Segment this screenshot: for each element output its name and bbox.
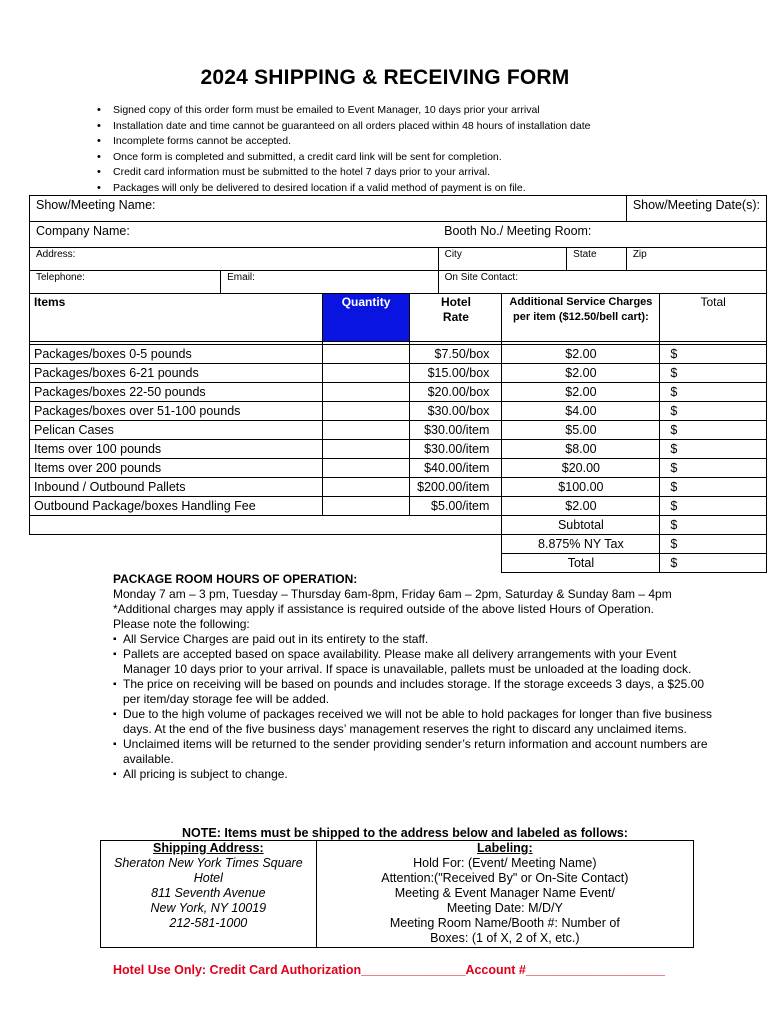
additional-charges-header: Additional Service Charges per item ($12.50/bell cart): [502, 294, 660, 342]
service-charge: $8.00 [502, 440, 660, 459]
hours-heading: PACKAGE ROOM HOURS OF OPERATION: [113, 572, 358, 586]
item-name: Pelican Cases [30, 421, 323, 440]
city-state-zip: New York, NY 10019 [150, 901, 267, 915]
service-charge: $2.00 [502, 383, 660, 402]
policy-item: ▪ The price on receiving will be based on pounds and includes storage. If the storage exceeds 3 days, a $25.00 per item/day storage fee will be added. [113, 677, 713, 707]
hotel-rate: $5.00/item [410, 497, 502, 516]
row-total[interactable]: $ [660, 478, 767, 497]
onsite-contact-field[interactable]: On Site Contact: [438, 271, 766, 294]
hotel-rate: $15.00/box [410, 364, 502, 383]
quantity-input[interactable] [322, 421, 410, 440]
service-charge: $100.00 [502, 478, 660, 497]
quantity-input[interactable] [322, 478, 410, 497]
policy-list [113, 632, 713, 782]
item-name: Items over 200 pounds [30, 459, 323, 478]
table-row [30, 364, 767, 383]
grand-total-row [30, 554, 767, 573]
city-field[interactable]: City [438, 248, 567, 271]
table-row [30, 383, 767, 402]
hotel-phone: 212-581-1000 [169, 916, 248, 930]
subtotal-row [30, 516, 767, 535]
service-charge: $4.00 [502, 402, 660, 421]
table-row [30, 402, 767, 421]
shipping-address-cell [101, 841, 317, 948]
table-row [30, 421, 767, 440]
quantity-input[interactable] [322, 497, 410, 516]
hours-schedule: Monday 7 am – 3 pm, Tuesday – Thursday 6am-8pm, Friday 6am – 2pm, Saturday & Sunday 8am – 4pm [113, 587, 672, 601]
shipping-label-table [100, 840, 694, 948]
pricing-table [29, 293, 767, 573]
show-dates-field[interactable]: Show/Meeting Date(s): [626, 196, 766, 222]
instruction-item: • Signed copy of this order form must be emailed to Event Manager, 10 days prior your arrival [95, 103, 590, 119]
row-total[interactable]: $ [660, 421, 767, 440]
instruction-item: • Installation date and time cannot be guaranteed on all orders placed within 48 hours of installation date [95, 119, 590, 135]
hotel-rate-header: Hotel Rate [410, 294, 502, 342]
company-name-field[interactable]: Company Name: [30, 222, 439, 248]
instruction-item: • Credit card information must be submitted to the hotel 7 days prior to your arrival. [95, 165, 590, 181]
labeling-line: Attention:("Received By" or On-Site Contact) [381, 871, 629, 885]
item-name: Outbound Package/boxes Handling Fee [30, 497, 323, 516]
hotel-rate: $7.50/box [410, 345, 502, 364]
item-name: Packages/boxes over 51-100 pounds [30, 402, 323, 421]
instructions-list [95, 103, 590, 196]
contact-info-table [29, 195, 767, 294]
hotel-name: Sheraton New York Times Square [114, 856, 303, 870]
labeling-cell [316, 841, 693, 948]
hotel-rate: $200.00/item [410, 478, 502, 497]
item-name: Packages/boxes 6-21 pounds [30, 364, 323, 383]
table-row [30, 440, 767, 459]
table-row [30, 459, 767, 478]
subtotal-value[interactable]: $ [660, 516, 767, 535]
hotel-name-cont: Hotel [193, 871, 223, 885]
email-field[interactable]: Email: [221, 271, 438, 294]
hotel-rate: $30.00/item [410, 440, 502, 459]
item-name: Inbound / Outbound Pallets [30, 478, 323, 497]
hotel-rate: $20.00/box [410, 383, 502, 402]
grand-total-label: Total [502, 554, 660, 573]
subtotal-label: Subtotal [502, 516, 660, 535]
row-total[interactable]: $ [660, 440, 767, 459]
shipping-address-heading: Shipping Address: [153, 841, 264, 855]
row-total[interactable]: $ [660, 497, 767, 516]
hotel-use-credit-card-line[interactable]: Hotel Use Only: Credit Card Authorization_______________Account #____________________ [113, 963, 665, 977]
labeling-line: Boxes: (1 of X, 2 of X, etc.) [430, 931, 580, 945]
quantity-input[interactable] [322, 402, 410, 421]
policy-item: ▪ All Service Charges are paid out in its entirety to the staff. [113, 632, 713, 647]
instruction-item: • Packages will only be delivered to desired location if a valid method of payment is on file. [95, 181, 590, 197]
table-row [30, 345, 767, 364]
hotel-rate: $30.00/item [410, 421, 502, 440]
policy-item: ▪ Pallets are accepted based on space availability. Please make all delivery arrangements with your Event Manager 10 days prior to your arrival. If space is unavailable, pallets must be unloaded at the loading dock. [113, 647, 713, 677]
quantity-input[interactable] [322, 440, 410, 459]
labeling-line: Meeting & Event Manager Name Event/ [394, 886, 615, 900]
service-charge: $2.00 [502, 497, 660, 516]
labeling-heading: Labeling: [477, 841, 533, 855]
row-total[interactable]: $ [660, 345, 767, 364]
service-charge: $5.00 [502, 421, 660, 440]
row-total[interactable]: $ [660, 402, 767, 421]
tax-row [30, 535, 767, 554]
instruction-item: • Incomplete forms cannot be accepted. [95, 134, 590, 150]
table-row [30, 497, 767, 516]
items-header: Items [30, 294, 323, 342]
grand-total-value[interactable]: $ [660, 554, 767, 573]
quantity-header: Quantity [322, 294, 410, 342]
quantity-input[interactable] [322, 364, 410, 383]
item-name: Items over 100 pounds [30, 440, 323, 459]
service-charge: $2.00 [502, 364, 660, 383]
state-field[interactable]: State [567, 248, 627, 271]
total-header: Total [660, 294, 767, 342]
street-address: 811 Seventh Avenue [151, 886, 266, 900]
hotel-rate: $40.00/item [410, 459, 502, 478]
quantity-input[interactable] [322, 345, 410, 364]
labeling-line: Hold For: (Event/ Meeting Name) [413, 856, 597, 870]
tax-value[interactable]: $ [660, 535, 767, 554]
form-title: 2024 SHIPPING & RECEIVING FORM [200, 66, 570, 89]
table-row [30, 478, 767, 497]
item-name: Packages/boxes 0-5 pounds [30, 345, 323, 364]
booth-field[interactable]: Booth No./ Meeting Room: [438, 222, 766, 248]
address-field[interactable]: Address: [30, 248, 439, 271]
policy-item: ▪ Due to the high volume of packages received we will not be able to hold packages for longer than five business days. At the end of the five business days’ management reserves the right to discard any unclaimed items. [113, 707, 713, 737]
hotel-rate: $30.00/box [410, 402, 502, 421]
service-charge: $2.00 [502, 345, 660, 364]
table-header-row [30, 294, 767, 342]
quantity-input[interactable] [322, 459, 410, 478]
item-name: Packages/boxes 22-50 pounds [30, 383, 323, 402]
please-note: Please note the following: [113, 617, 250, 631]
policy-item: ▪ All pricing is subject to change. [113, 767, 713, 782]
telephone-field[interactable]: Telephone: [30, 271, 221, 294]
shipping-note: NOTE: Items must be shipped to the address below and labeled as follows: [182, 826, 628, 840]
service-charge: $20.00 [502, 459, 660, 478]
row-total[interactable]: $ [660, 459, 767, 478]
instruction-item: • Once form is completed and submitted, a credit card link will be sent for completion. [95, 150, 590, 166]
labeling-line: Meeting Date: M/D/Y [446, 901, 563, 915]
labeling-line: Meeting Room Name/Booth #: Number of [389, 916, 620, 930]
policy-item: ▪ Unclaimed items will be returned to the sender providing sender’s return information and account numbers are available. [113, 737, 713, 767]
package-room-hours [113, 572, 713, 782]
row-total[interactable]: $ [660, 383, 767, 402]
tax-label: 8.875% NY Tax [502, 535, 660, 554]
subtotal-blank [30, 516, 502, 535]
show-name-field[interactable]: Show/Meeting Name: [30, 196, 627, 222]
additional-charges-note: *Additional charges may apply if assistance is required outside of the above listed Hours of Operation. [113, 602, 654, 616]
row-total[interactable]: $ [660, 364, 767, 383]
zip-field[interactable]: Zip [626, 248, 766, 271]
quantity-input[interactable] [322, 383, 410, 402]
